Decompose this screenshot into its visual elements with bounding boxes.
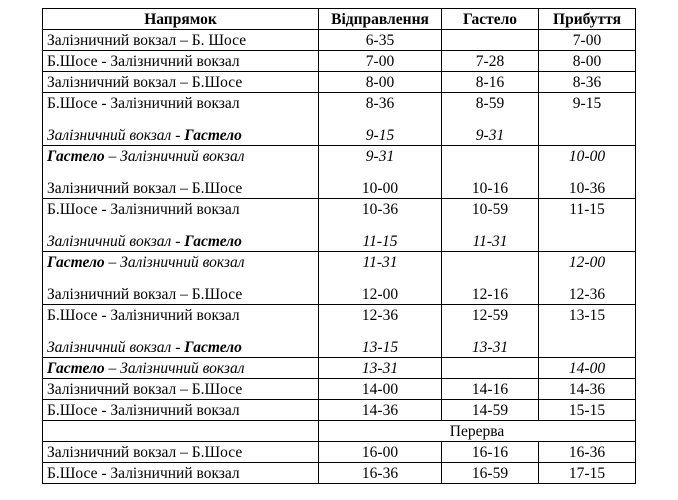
departure-cell: 10-00 <box>319 178 442 199</box>
route-cell <box>43 337 319 358</box>
table-row <box>43 51 636 72</box>
gastelo-cell: 16-16 <box>442 442 539 463</box>
gastelo-cell: 7-28 <box>442 51 539 72</box>
gastelo-cell: 9-31 <box>442 125 539 146</box>
gastelo-cell: 13-31 <box>442 337 539 358</box>
arrival-cell <box>539 337 636 358</box>
route-from: Залізничний вокзал <box>47 232 172 250</box>
arrival-cell: 14-00 <box>539 358 636 379</box>
arrival-cell: 9-15 <box>539 93 636 114</box>
table-row <box>43 30 636 51</box>
departure-cell: 10-36 <box>319 199 442 220</box>
table-row <box>43 252 636 273</box>
arrival-cell: 11-15 <box>539 199 636 220</box>
route-cell: Б.Шосе - Залізничний вокзал <box>43 199 319 220</box>
departure-cell: 12-36 <box>319 305 442 326</box>
departure-cell: 8-36 <box>319 93 442 114</box>
gastelo-cell: 14-59 <box>442 400 539 421</box>
table-row <box>43 125 636 146</box>
header-departure: Відправлення <box>319 9 442 30</box>
departure-cell: 12-00 <box>319 284 442 305</box>
bus-timetable <box>42 8 636 484</box>
route-to: Залізничний вокзал <box>120 147 245 165</box>
table-row <box>43 146 636 167</box>
route-to: Залізничний вокзал <box>120 359 245 377</box>
arrival-cell <box>539 231 636 252</box>
route-cell <box>43 231 319 252</box>
route-to: Гастело <box>184 232 242 250</box>
table-row <box>43 379 636 400</box>
route-cell: Залізничний вокзал – Б.Шосе <box>43 379 319 400</box>
route-from: Гастело <box>47 147 105 165</box>
table-row <box>43 305 636 326</box>
arrival-cell: 13-15 <box>539 305 636 326</box>
route-cell <box>43 146 319 167</box>
arrival-cell: 14-36 <box>539 379 636 400</box>
departure-cell: 9-31 <box>319 146 442 167</box>
route-cell: Б.Шосе - Залізничний вокзал <box>43 400 319 421</box>
departure-cell: 8-00 <box>319 72 442 93</box>
arrival-cell: 8-36 <box>539 72 636 93</box>
route-cell: Залізничний вокзал – Б.Шосе <box>43 178 319 199</box>
gastelo-cell <box>442 30 539 51</box>
route-cell <box>43 252 319 273</box>
spacer-row <box>43 113 636 125</box>
gastelo-cell: 14-16 <box>442 379 539 400</box>
break-label: Перерва <box>319 421 636 442</box>
table-row <box>43 400 636 421</box>
gastelo-cell: 16-59 <box>442 463 539 484</box>
arrival-cell: 8-00 <box>539 51 636 72</box>
departure-cell: 11-31 <box>319 252 442 273</box>
departure-cell: 13-15 <box>319 337 442 358</box>
arrival-cell: 17-15 <box>539 463 636 484</box>
spacer-row <box>43 166 636 178</box>
route-sep: - <box>171 232 185 250</box>
spacer-row <box>43 272 636 284</box>
route-cell: Залізничний вокзал – Б.Шосе <box>43 72 319 93</box>
table-row <box>43 358 636 379</box>
route-to: Гастело <box>184 126 242 144</box>
departure-cell: 13-31 <box>319 358 442 379</box>
header-direction: Напрямок <box>43 9 319 30</box>
route-sep: - <box>171 338 185 356</box>
gastelo-cell <box>442 252 539 273</box>
route-sep: – <box>104 147 121 165</box>
arrival-cell: 12-00 <box>539 252 636 273</box>
table-row <box>43 337 636 358</box>
departure-cell: 16-36 <box>319 463 442 484</box>
route-cell: Залізничний вокзал – Б.Шосе <box>43 284 319 305</box>
route-sep: – <box>104 359 121 377</box>
arrival-cell: 15-15 <box>539 400 636 421</box>
departure-cell: 11-15 <box>319 231 442 252</box>
gastelo-cell <box>442 146 539 167</box>
route-from: Гастело <box>47 253 105 271</box>
departure-cell: 7-00 <box>319 51 442 72</box>
route-cell: Б.Шосе - Залізничний вокзал <box>43 463 319 484</box>
gastelo-cell: 10-16 <box>442 178 539 199</box>
departure-cell: 6-35 <box>319 30 442 51</box>
table-row <box>43 442 636 463</box>
arrival-cell: 16-36 <box>539 442 636 463</box>
arrival-cell: 12-36 <box>539 284 636 305</box>
route-cell: Б.Шосе - Залізничний вокзал <box>43 51 319 72</box>
gastelo-cell: 12-59 <box>442 305 539 326</box>
gastelo-cell: 10-59 <box>442 199 539 220</box>
header-row <box>43 9 636 30</box>
table-row <box>43 72 636 93</box>
spacer-row <box>43 325 636 337</box>
gastelo-cell: 12-16 <box>442 284 539 305</box>
table-row <box>43 199 636 220</box>
route-cell <box>43 358 319 379</box>
gastelo-cell: 8-59 <box>442 93 539 114</box>
gastelo-cell <box>442 358 539 379</box>
route-cell: Б.Шосе - Залізничний вокзал <box>43 305 319 326</box>
route-to: Залізничний вокзал <box>120 253 245 271</box>
arrival-cell: 10-00 <box>539 146 636 167</box>
arrival-cell <box>539 125 636 146</box>
table-row <box>43 231 636 252</box>
route-sep: – <box>104 253 121 271</box>
arrival-cell: 10-36 <box>539 178 636 199</box>
departure-cell: 16-00 <box>319 442 442 463</box>
table-row <box>43 178 636 199</box>
table-row <box>43 284 636 305</box>
route-to: Гастело <box>184 338 242 356</box>
departure-cell: 14-36 <box>319 400 442 421</box>
gastelo-cell: 8-16 <box>442 72 539 93</box>
spacer-row <box>43 219 636 231</box>
gastelo-cell: 11-31 <box>442 231 539 252</box>
route-cell <box>43 125 319 146</box>
table-row <box>43 93 636 114</box>
route-from: Гастело <box>47 359 105 377</box>
header-arrival: Прибуття <box>539 9 636 30</box>
route-cell: Б.Шосе - Залізничний вокзал <box>43 93 319 114</box>
header-gastelo: Гастело <box>442 9 539 30</box>
break-row <box>43 421 636 442</box>
route-cell: Залізничний вокзал – Б.Шосе <box>43 442 319 463</box>
departure-cell: 9-15 <box>319 125 442 146</box>
route-cell: Залізничний вокзал – Б. Шосе <box>43 30 319 51</box>
table-row <box>43 463 636 484</box>
departure-cell: 14-00 <box>319 379 442 400</box>
route-from: Залізничний вокзал <box>47 126 172 144</box>
route-sep: - <box>171 126 185 144</box>
route-from: Залізничний вокзал <box>47 338 172 356</box>
arrival-cell: 7-00 <box>539 30 636 51</box>
